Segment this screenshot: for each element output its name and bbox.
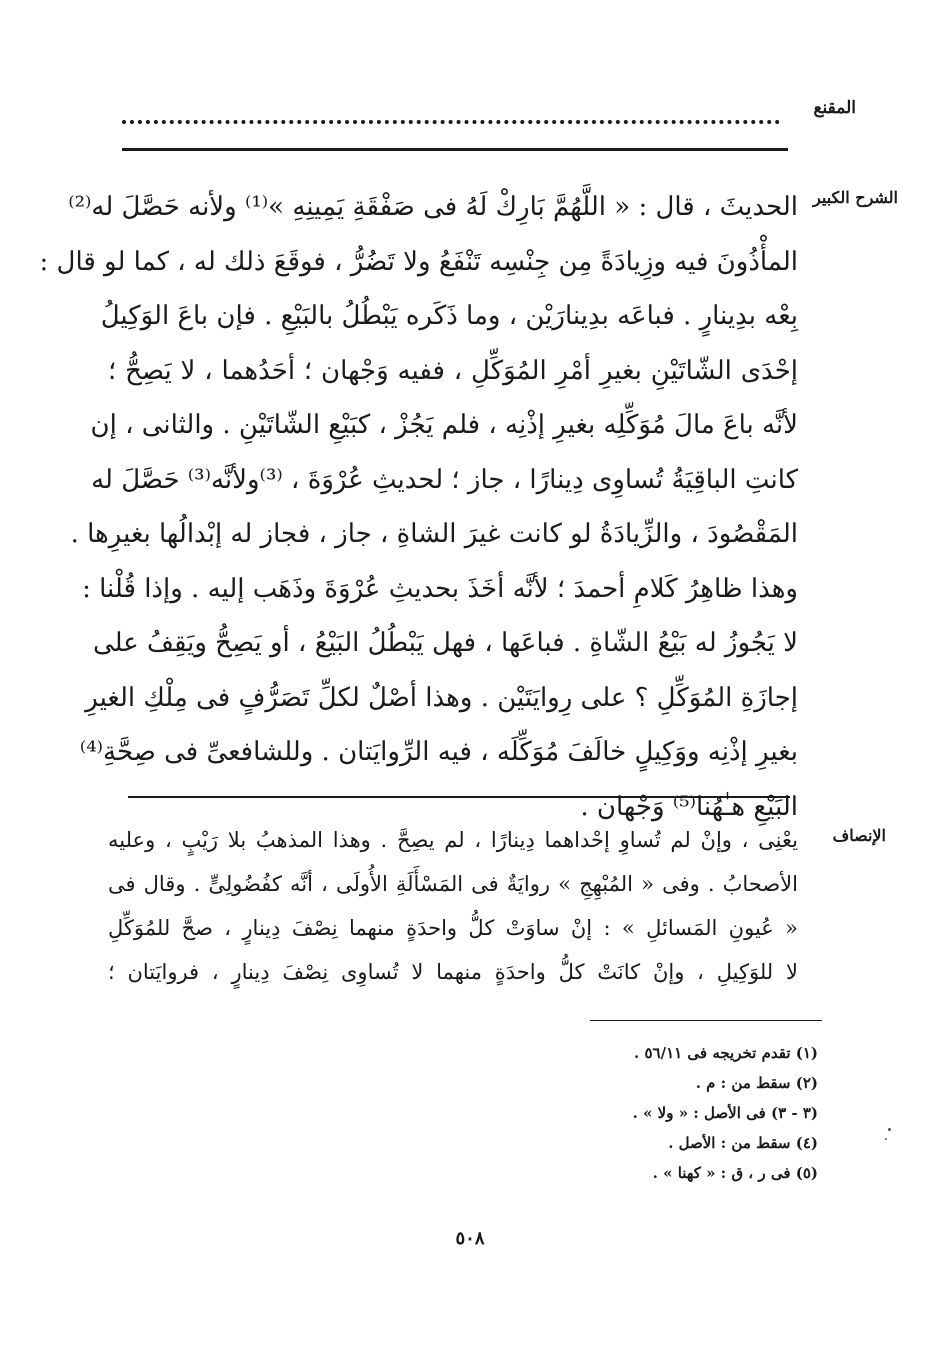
footnote: (٢) سقط من : م . bbox=[695, 1074, 818, 1092]
text-line: كانتِ الباقِيَةُ تُساوِى دِينارًا ، جاز ؛ لحديثِ عُرْوَةَ ، ⁽³⁾ولأنَّه⁽³⁾ حَصَّلَ له bbox=[91, 464, 798, 495]
text-line: لا للوَكِيلِ ، وإنْ كانَتْ كلُّ واحدَةٍ منهما لا تُساوِى نِصْفَ دِينارٍ ، فروايَتان ؛ bbox=[108, 960, 798, 984]
text-line: « عُيونِ المَسائلِ » : إنْ ساوَتْ كلُّ واحدَةٍ منهما نِصْفَ دِينارٍ ، صحَّ للمُوَكِّلِ bbox=[108, 916, 798, 940]
text-line: بغيرِ إذْنِه ووَكِيلٍ خالَفَ مُوَكِّلَه ، فيه الرِّوايَتان . وللشافعىِّ فى صِحَّةِ⁽⁴⁾ bbox=[79, 737, 798, 767]
header-rule bbox=[122, 148, 788, 151]
running-title: المقنع bbox=[813, 98, 856, 118]
footnote: (٥) فى ر ، ق : « كهنا » . bbox=[652, 1164, 818, 1182]
text-line: يعْنِى ، وإنْ لم تُساوِ إحْداهما دِينارًا ، لم يصِحَّ . وهذا المذهبُ بلا رَيْبٍ ، وعليه bbox=[108, 828, 798, 852]
dotted-divider bbox=[122, 120, 780, 124]
scan-speck bbox=[888, 1128, 891, 1131]
footnote-rule bbox=[590, 1020, 822, 1021]
text-line: بِعْه بدِينارٍ . فباعَه بدِينارَيْن ، وما ذَكَره يَبْطُلُ بالبَيْعِ . فإن باعَ الوَكِيلُ bbox=[100, 301, 798, 331]
footnote: (١) تقدم تخريجه فى ٥٦/١١ . bbox=[634, 1044, 818, 1062]
text-line: المأْذُونَ فيه وزِيادَةً مِن جِنْسِه تَنْفَعُ ولا تَضُرُّ ، فوقَعَ ذلك له ، كما لو قال : bbox=[39, 246, 798, 277]
footnote: (٣ - ٣) فى الأصل : « ولا » . bbox=[632, 1104, 818, 1122]
text-line: البَيْعِ هـٰهُنا⁽⁵⁾ وَجْهان . bbox=[580, 791, 798, 822]
text-line: الأصحابُ . وفى « المُبْهِجِ » روايَةٌ فى المَسْأَلَةِ الأُولَى ، أنَّه كفُضُولِىٍّ . وقال فى bbox=[108, 872, 798, 896]
insaf-label: الإنصاف bbox=[832, 826, 886, 845]
scan-speck bbox=[885, 1138, 887, 1140]
section-divider bbox=[128, 796, 790, 798]
insaf-text bbox=[108, 818, 798, 994]
footnote: (٤) سقط من : الأصل . bbox=[668, 1134, 818, 1152]
text-line: المَقْصُودَ ، والزِّيادَةُ لو كانت غيرَ الشاةِ ، جاز ، فجاز له إبْدالُها بغيرِها . bbox=[70, 519, 798, 549]
text-line: لأنَّه باعَ مالَ مُوَكِّلِه بغيرِ إذْنِه ، فلم يَجُزْ ، كبَيْعِ الشّاتَيْنِ . والثانى ، إن bbox=[90, 410, 798, 440]
text-line: إحْدَى الشّاتَيْنِ بغيرِ أمْرِ المُوَكِّلِ ، ففيه وَجْهان ؛ أحَدُهما ، لا يَصِحُّ ؛ bbox=[108, 355, 798, 386]
text-line: الحديثَ ، قال : « اللَّهُمَّ بَارِكْ لَهُ فى صَفْقَةِ يَمِينِهِ »⁽¹⁾ ولأنه حَصَّلَ له⁽²⁾ bbox=[68, 192, 798, 222]
page-number: ٥٠٨ bbox=[455, 1228, 485, 1249]
text-line: إجازَةِ المُوَكِّلِ ؟ على رِوايَتَيْن . وهذا أصْلٌ لكلِّ تَصَرُّفٍ فى مِلْكِ الغيرِ bbox=[85, 682, 798, 713]
sharh-text bbox=[39, 180, 798, 834]
sharh-label: الشرح الكبير bbox=[813, 188, 898, 207]
text-line: وهذا ظاهِرُ كَلامِ أحمدَ ؛ لأنَّه أخَذَ بحديثِ عُرْوَةَ وذَهَب إليه . وإذا قُلْنا : bbox=[82, 573, 798, 604]
text-line: لا يَجُوزُ له بَيْعُ الشّاةِ . فباعَها ، فهل يَبْطُلُ البَيْعُ ، أو يَصِحُّ ويَقِفُ على bbox=[92, 628, 798, 658]
footnotes bbox=[418, 1038, 818, 1188]
